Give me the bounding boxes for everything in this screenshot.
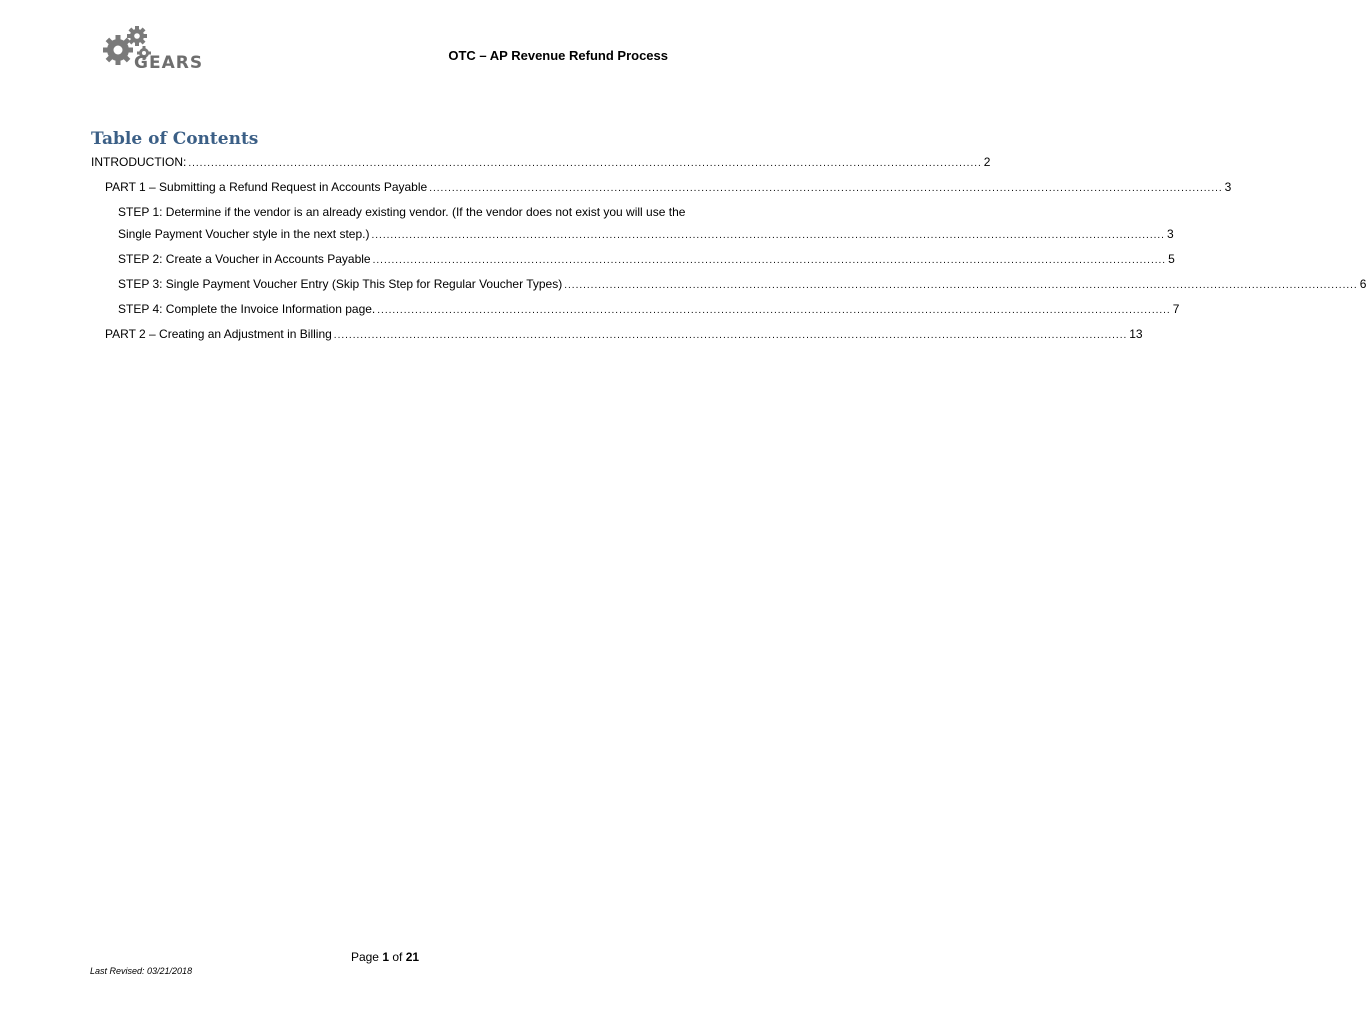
page-of: of bbox=[389, 950, 406, 964]
toc-entry-text: STEP 4: Complete the Invoice Information page. bbox=[118, 302, 376, 316]
toc-leader: .................................................................................................................................................................................................................. bbox=[188, 158, 982, 169]
toc-entry-page: 3 bbox=[1166, 227, 1174, 241]
toc-entry-page: 7 bbox=[1172, 302, 1180, 316]
page-prefix: Page bbox=[350, 950, 383, 964]
toc-entry-introduction[interactable] bbox=[91, 155, 991, 169]
gears-logo bbox=[98, 26, 218, 76]
toc-entry-part-2[interactable] bbox=[91, 327, 1143, 341]
toc-entry-page: 6 bbox=[1359, 277, 1366, 291]
toc-entry-step-1[interactable] bbox=[91, 205, 1174, 241]
toc-entry-page: 2 bbox=[983, 155, 991, 169]
page-number bbox=[0, 950, 770, 964]
toc-leader: .................................................................................................................................................................................................................. bbox=[333, 330, 1128, 341]
page-current: 1 bbox=[382, 950, 389, 964]
toc-leader: .................................................................................................................................................................................................................. bbox=[564, 280, 1358, 291]
toc-entry-text: PART 1 – Submitting a Refund Request in Accounts Payable bbox=[105, 180, 428, 194]
toc-entry-text: STEP 3: Single Payment Voucher Entry (Skip This Step for Regular Voucher Types) bbox=[118, 277, 563, 291]
toc-entry-page: 3 bbox=[1224, 180, 1232, 194]
toc-heading: Table of Contents bbox=[91, 129, 259, 149]
toc-entry-text: STEP 2: Create a Voucher in Accounts Payable bbox=[118, 252, 371, 266]
toc-leader: .................................................................................................................................................................................................................. bbox=[377, 305, 1171, 316]
toc-entry-step-4[interactable] bbox=[91, 302, 1180, 316]
toc-entry-page: 13 bbox=[1129, 327, 1143, 341]
page-total: 21 bbox=[405, 950, 420, 964]
toc-entry-part-1[interactable] bbox=[91, 180, 1232, 194]
toc-entry-text: PART 2 – Creating an Adjustment in Billing bbox=[105, 327, 332, 341]
last-revised: Last Revised: 03/21/2018 bbox=[90, 966, 193, 976]
logo-text: GEARS bbox=[134, 53, 204, 73]
toc-entry-text: INTRODUCTION: bbox=[91, 155, 187, 169]
toc-entry-text: Single Payment Voucher style in the next step.) bbox=[118, 227, 370, 241]
toc-leader: .................................................................................................................................................................................................................. bbox=[429, 183, 1223, 194]
toc-entry-step-2[interactable] bbox=[91, 252, 1175, 266]
document-title: OTC – AP Revenue Refund Process bbox=[448, 48, 668, 63]
toc-leader: .................................................................................................................................................................................................................. bbox=[371, 230, 1165, 241]
toc-entry-step-3[interactable] bbox=[91, 277, 1366, 291]
toc-leader: .................................................................................................................................................................................................................. bbox=[372, 255, 1167, 266]
toc-entry-text-line1: STEP 1: Determine if the vendor is an already existing vendor. (If the vendor does not exist you will use the bbox=[118, 205, 686, 219]
table-of-contents bbox=[91, 155, 1366, 341]
toc-entry-page: 5 bbox=[1168, 252, 1175, 266]
